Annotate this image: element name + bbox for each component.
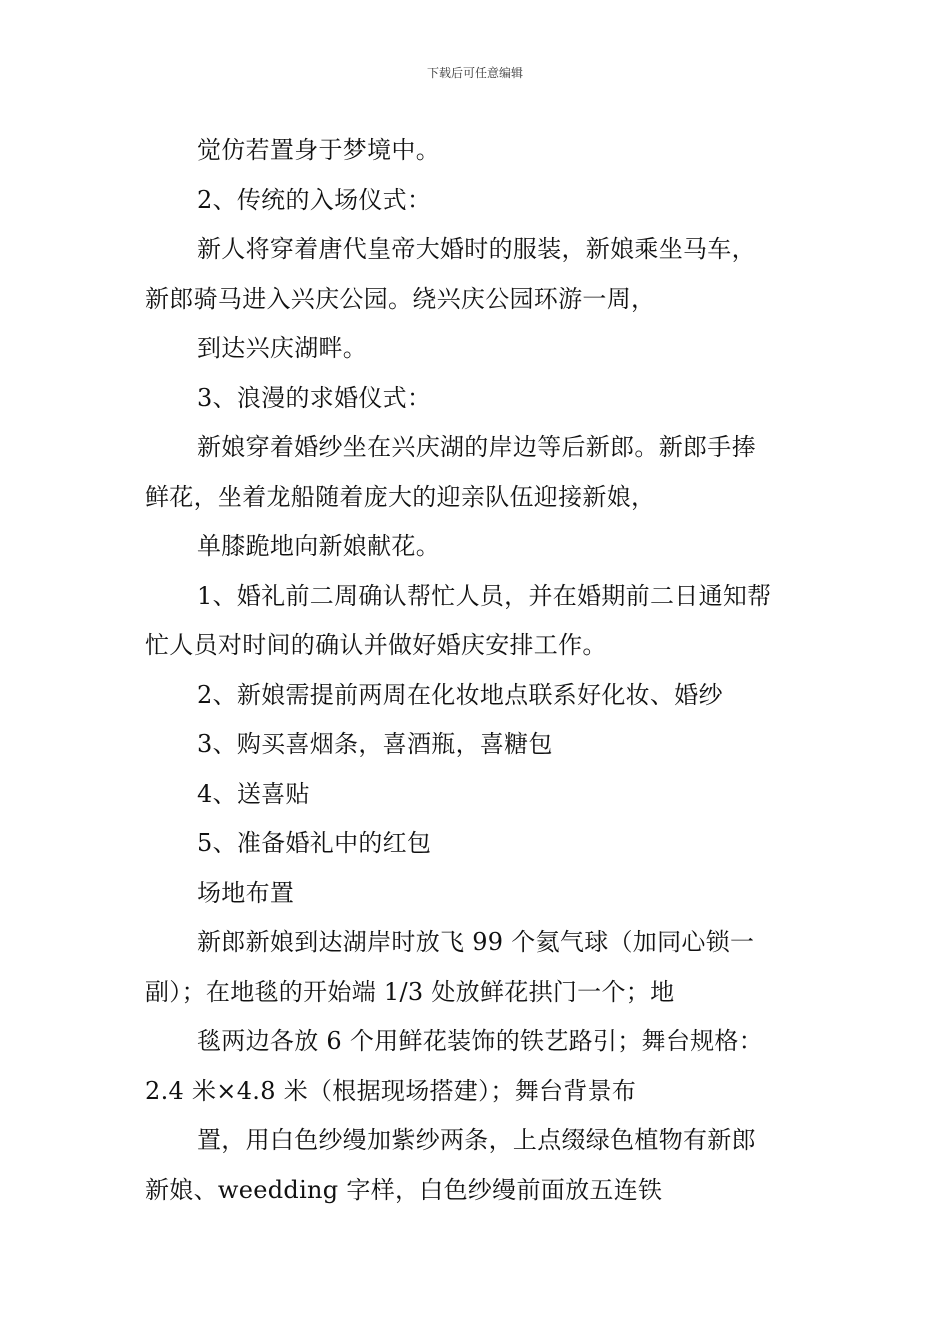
paragraph-line: 2、新娘需提前两周在化妆地点联系好化妆、婚纱 [197, 680, 723, 709]
paragraph-line: 新娘穿着婚纱坐在兴庆湖的岸边等后新郎。新郎手捧 [197, 433, 756, 461]
document-body [145, 126, 805, 1215]
paragraph-line: 1、婚礼前二周确认帮忙人员，并在婚期前二日通知帮 [197, 581, 772, 610]
paragraph-line: 新人将穿着唐代皇帝大婚时的服装，新娘乘坐马车， [197, 235, 756, 263]
paragraph-line: 2.4 米×4.8 米（根据现场搭建）；舞台背景布 [145, 1076, 637, 1105]
paragraph-line: 置，用白色纱缦加紫纱两条，上点缀绿色植物有新郎 [197, 1126, 756, 1154]
paragraph-line: 新郎新娘到达湖岸时放飞 99 个氦气球（加同心锁一 [197, 928, 755, 956]
paragraph-line: 觉仿若置身于梦境中。 [197, 136, 440, 164]
paragraph-line: 2、传统的入场仪式： [197, 185, 432, 214]
paragraph-line: 鲜花，坐着龙船随着庞大的迎亲队伍迎接新娘， [145, 482, 656, 511]
paragraph-line: 5、准备婚礼中的红包 [197, 829, 432, 857]
paragraph-line: 3、浪漫的求婚仪式： [197, 383, 432, 412]
paragraph-line: 新郎骑马进入兴庆公园。绕兴庆公园环游一周， [145, 284, 656, 313]
paragraph-line: 3、购买喜烟条，喜酒瓶，喜糖包 [197, 730, 553, 758]
paragraph-line: 场地布置 [197, 878, 295, 907]
paragraph-line: 4、送喜贴 [197, 779, 310, 808]
paragraph-line: 副）；在地毯的开始端 1/3 处放鲜花拱门一个；地 [145, 977, 675, 1006]
paragraph-line: 单膝跪地向新娘献花。 [197, 532, 440, 560]
paragraph-line: 到达兴庆湖畔。 [197, 334, 368, 362]
paragraph-line: 忙人员对时间的确认并做好婚庆安排工作。 [145, 631, 607, 659]
paragraph-line: 毯两边各放 6 个用鲜花装饰的铁艺路引；舞台规格： [197, 1027, 764, 1055]
paragraph-line: 新娘、weedding 字样，白色纱缦前面放五连铁 [145, 1175, 663, 1204]
page-header: 下载后可任意编辑 [426, 66, 523, 80]
